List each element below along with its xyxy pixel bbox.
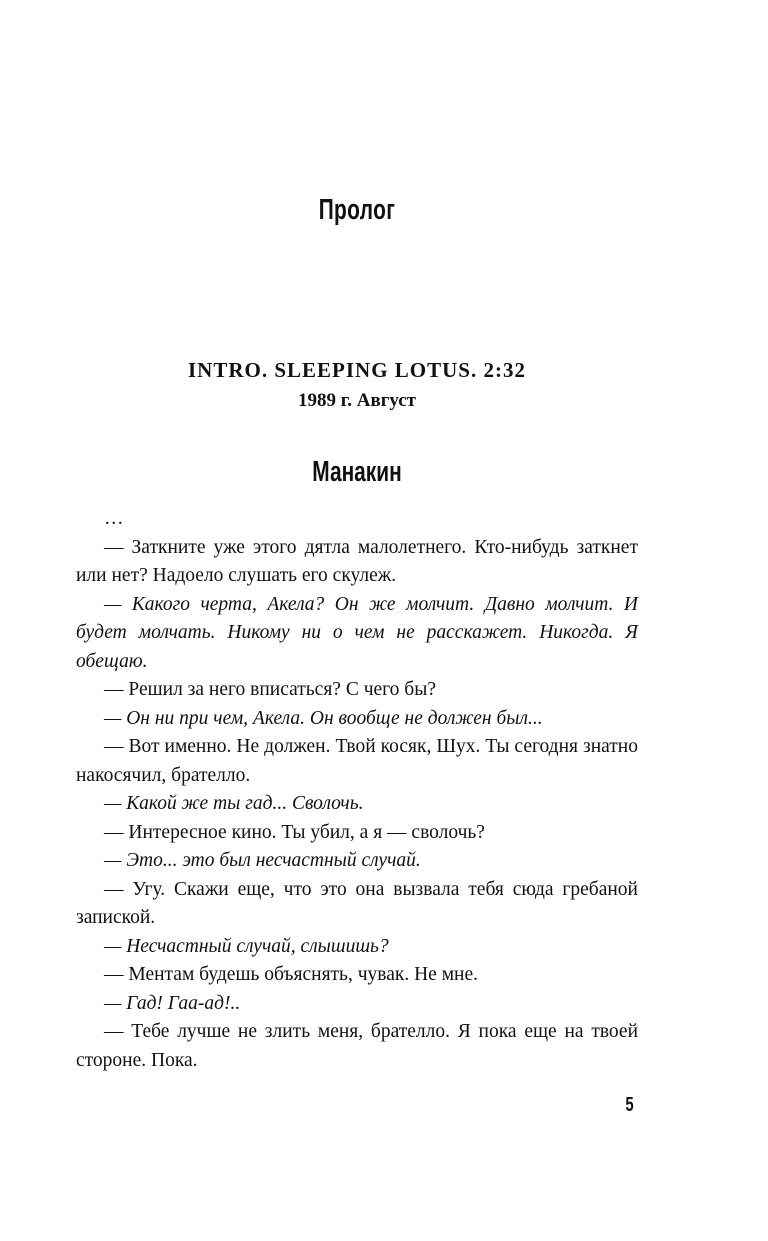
dialogue-body: [76, 505, 638, 1075]
paragraph-italic: — Гад! Гаа-ад!..: [104, 992, 241, 1014]
paragraph-italic: — Он ни при чем, Акела. Он вообще не должен был...: [104, 707, 543, 729]
paragraph: — Ментам будешь объяснять, чувак. Не мне.: [104, 964, 479, 985]
paragraph: — Угу. Скажи еще, что это она вызвала тебя сюда гребаной запиской.: [76, 878, 638, 928]
paragraph-italic: — Несчастный случай, слышишь?: [104, 935, 389, 957]
chapter-title: Пролог: [318, 194, 396, 226]
date-line: 1989 г. Август: [297, 390, 417, 411]
paragraph-italic: — Какого черта, Акела? Он же молчит. Давно молчит. И будет молчать. Никому ни о чем не расскажет. Никогда. Я обещаю.: [76, 593, 638, 672]
paragraph-italic: — Это... это был несчастный случай.: [104, 850, 421, 871]
track-title: INTRO. SLEEPING LOTUS. 2:32: [188, 358, 526, 382]
paragraph: — Заткните уже этого дятла малолетнего. Кто-нибудь заткнет или нет? Надоело слушать его скулеж.: [76, 536, 638, 586]
paragraph: — Тебе лучше не злить меня, брателло. Я пока еще на твоей стороне. Пока.: [76, 1021, 638, 1071]
paragraph-italic: — Какой же ты гад... Сволочь.: [104, 793, 364, 814]
paragraph: …: [104, 508, 124, 529]
character-heading: Манакин: [312, 456, 402, 488]
paragraph: — Решил за него вписаться? С чего бы?: [104, 679, 436, 700]
paragraph: — Вот именно. Не должен. Твой косяк, Шух. Ты сегодня знатно накосячил, брателло.: [76, 736, 638, 786]
paragraph: — Интересное кино. Ты убил, а я — сволочь?: [104, 821, 485, 843]
page-number: 5: [625, 1094, 634, 1116]
